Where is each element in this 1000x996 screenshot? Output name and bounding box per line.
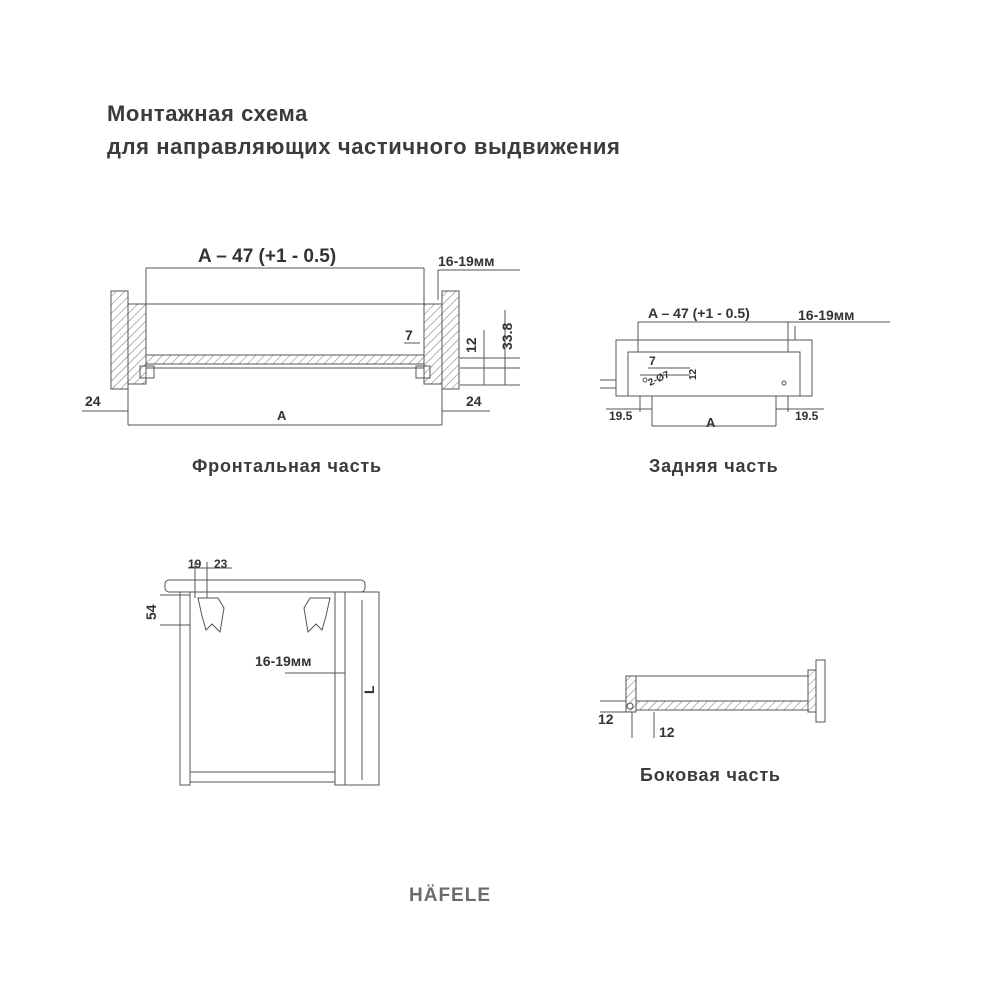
front-dim-24-right: 24 — [466, 393, 482, 409]
title-line-1: Монтажная схема — [107, 101, 308, 126]
front-left-cabinet-wall — [111, 291, 128, 389]
front-right-cabinet-wall — [442, 291, 459, 389]
front-dim-7: 7 — [405, 327, 413, 343]
logo-text: HÄFELE — [409, 885, 491, 906]
plan-dim-23: 23 — [214, 557, 228, 571]
front-dim-24-left: 24 — [85, 393, 101, 409]
plan-view — [160, 562, 379, 785]
front-view — [82, 268, 520, 425]
plan-right-hardware — [304, 598, 330, 632]
side-view-caption: Боковая часть — [640, 765, 781, 785]
plan-left-hardware — [198, 598, 224, 632]
front-dim-top: A – 47 (+1 - 0.5) — [198, 246, 337, 267]
back-panel-outline — [616, 340, 812, 396]
title-line-2: для направляющих частичного выдвижения — [107, 134, 621, 159]
back-view — [600, 322, 890, 426]
side-front-wall — [808, 670, 816, 712]
front-left-drawer-side — [128, 304, 146, 384]
front-dim-thickness: 16-19мм — [438, 253, 495, 269]
plan-dim-54: 54 — [143, 604, 159, 620]
back-dim-top: A – 47 (+1 - 0.5) — [648, 305, 750, 321]
side-drawer-bottom — [636, 701, 808, 710]
plan-dim-thickness: 16-19мм — [255, 653, 312, 669]
back-dim-7: 7 — [649, 354, 656, 368]
front-view-caption: Фронтальная часть — [192, 456, 382, 476]
back-dim-12: 12 — [688, 368, 699, 380]
back-dim-A: A — [706, 415, 716, 430]
side-dim-12-left: 12 — [598, 711, 614, 727]
front-dim-A: A — [277, 408, 287, 423]
front-dim-12: 12 — [463, 337, 479, 353]
back-view-caption: Задняя часть — [649, 456, 779, 476]
back-dim-hole: 2-Ø7 — [646, 369, 672, 389]
front-dim-33-8: 33.8 — [499, 322, 515, 350]
front-right-drawer-side — [424, 304, 442, 384]
back-dim-thickness: 16-19мм — [798, 307, 855, 323]
plan-right-side — [335, 592, 345, 785]
side-view — [600, 660, 825, 738]
plan-left-side — [180, 592, 190, 785]
side-front-panel — [816, 660, 825, 722]
front-drawer-bottom — [146, 355, 424, 364]
plan-dim-L: L — [361, 685, 377, 694]
back-dim-19-5-left: 19.5 — [609, 409, 633, 423]
back-dim-19-5-right: 19.5 — [795, 409, 819, 423]
side-dim-12-bottom: 12 — [659, 724, 675, 740]
hafele-logo — [409, 885, 491, 907]
plan-dim-19: 19 — [188, 557, 202, 571]
